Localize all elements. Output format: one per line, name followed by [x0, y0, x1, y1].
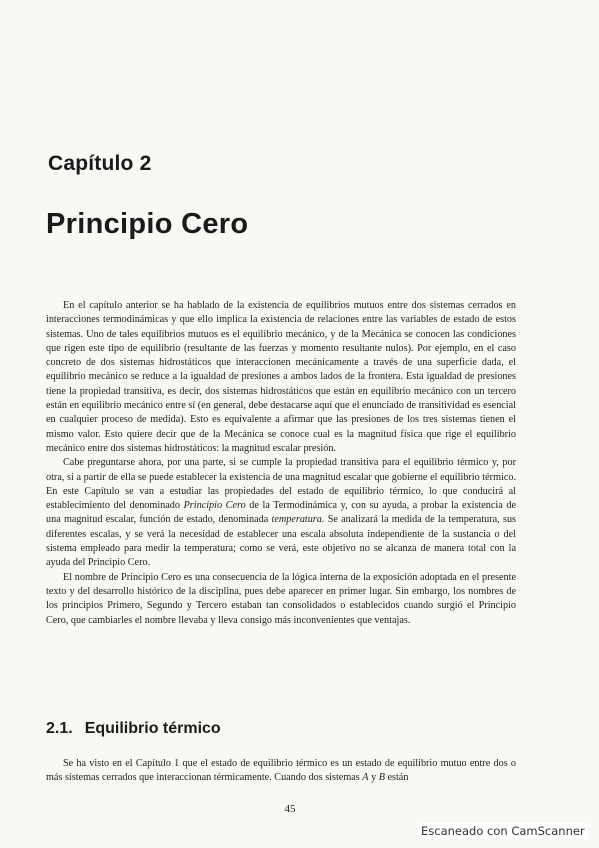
paragraph-text: El nombre de Principio Cero es una consecuencia de la lógica interna de la exposición adoptada en el presente texto y del desarrollo histórico de la disciplina, pues debe aparecer en primer lugar. Sin embargo, los nombres de los principios Primero, Segundo y Tercero estaban tan consolidados o establecidos cuando surgió el Principio Cero, que cambiarles el nombre llevaba y lleva consigo más inconvenientes que ventajas.	[46, 571, 516, 626]
paragraph	[46, 757, 516, 786]
paragraph-var-a: A	[362, 772, 369, 784]
paragraph-text: están	[384, 772, 409, 784]
chapter-title: Principio Cero	[46, 208, 249, 240]
paragraph-text: y	[368, 772, 379, 784]
paragraph	[46, 456, 516, 570]
paragraph-var-b: B	[378, 772, 385, 784]
paragraph-text: Se analizará la medida de la temperatura, sus diferentes escalas, y se verá la necesidad de establecer una escala absoluta independiente de la sustancia o del sistema empleado para medir la temperatura; como se verá, este objetivo no se alcanza de manera total con la ayuda del Principio Cero.	[46, 514, 516, 569]
paragraph	[46, 571, 516, 628]
section-title: Equilibrio térmico	[84, 720, 221, 737]
chapter-body	[46, 299, 516, 628]
chapter-label: Capítulo 2	[48, 152, 152, 175]
page-number: 45	[284, 803, 296, 815]
section-heading	[46, 720, 221, 738]
paragraph	[46, 299, 516, 456]
paragraph-text: Cabe preguntarse ahora, por una parte, si se cumple la propiedad transitiva para el equilibrio térmico y, por otra, si a partir de ella se puede establecer la existencia de una magnitud escalar que gobierne el equilibrio térmico. En este Capítulo se van a estudiar las propiedades del estado de equilibrio térmico, lo que conducirá al establecimiento del denominado	[46, 457, 516, 512]
paragraph-term-principio-cero: Principio Cero	[183, 500, 246, 512]
paragraph-text: de la Termodinámica y, con su ayuda, a probar la existencia de una magnitud escalar, función de estado, denominada	[46, 500, 516, 526]
section-body	[46, 757, 516, 786]
paragraph-text: En el capítulo anterior se ha hablado de la existencia de equilibrios mutuos entre dos sistemas cerrados en interacciones termodinámicas y que ello implica la existencia de relaciones entre las variables de estado de estos sistemas. Uno de tales equilibrios mutuos es el equilibrio mecánico, y de la Mecánica se conocen las condiciones que rigen este tipo de equilibrio (resultante de las fuerzas y momento resultante nulos). Por ejemplo, en el caso concreto de dos sistemas hidrostáticos que interaccionen mecánicamente a través de una superficie dada, el equilibrio mecánico se reduce a la igualdad de presiones a ambos lados de la frontera. Esta igualdad de presiones tiene la propiedad transitiva, es decir, dos sistemas hidrostáticos que están en equilibrio mecánico con un tercero están en equilibrio mecánico entre sí (en general, debe destacarse aquí que el enunciado de transitividad es esencial en cualquier proceso de medida). Esto es equivalente a afirmar que las presiones de los tres sistemas tienen el mismo valor. Esto quiere decir que de la Mecánica se conoce cual es la magnitud física que rige el equilibrio mecánico entre dos sistemas hidrostáticos: la magnitud escalar presión.	[46, 300, 516, 454]
scanner-watermark: Escaneado con CamScanner	[418, 823, 588, 839]
section-number: 2.1.	[46, 720, 73, 737]
paragraph-text: Se ha visto en el Capítulo 1 que el estado de equilibrio térmico es un estado de equilibrio mutuo entre dos o más sistemas cerrados que interaccionan térmicamente. Cuando dos sistemas	[46, 758, 516, 784]
paragraph-term-temperatura: temperatura.	[271, 514, 325, 526]
